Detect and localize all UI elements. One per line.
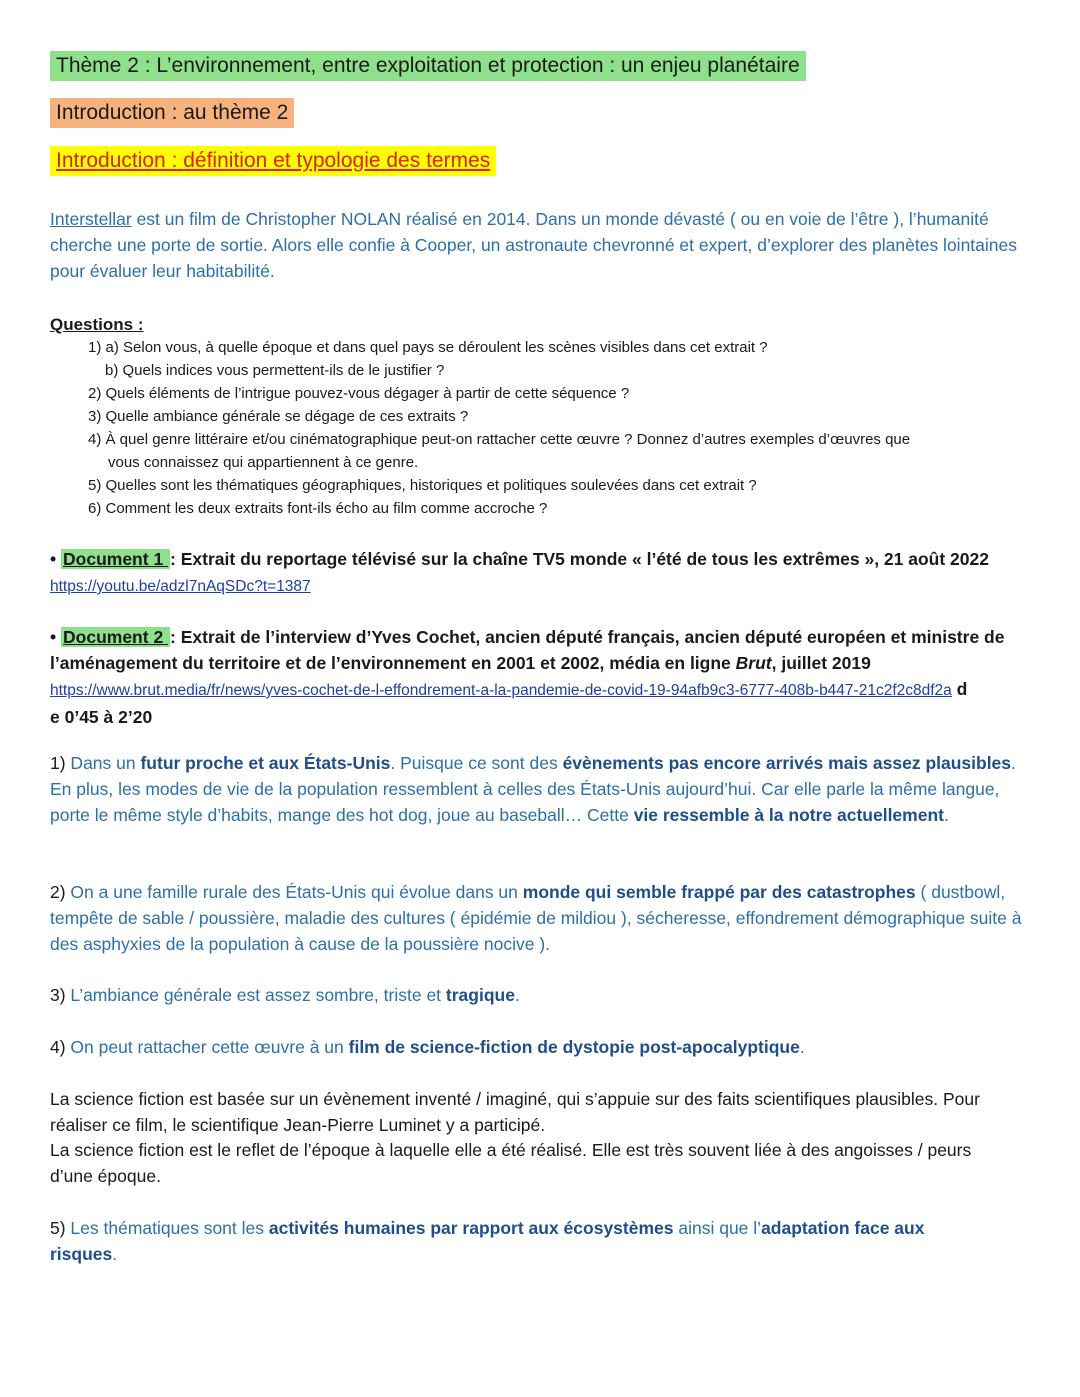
answer-text: . En plus, les modes de vie de la population ressemblent à celles des États-Unis aujourd’hui. Car elle parle la même langue, porte le même style d’habits, mange des hot dog, joue au baseball… Cette bbox=[50, 753, 1016, 825]
document-2-url-line bbox=[50, 676, 970, 730]
bullet: • bbox=[50, 549, 57, 569]
answer-3 bbox=[50, 982, 1040, 1008]
document-1-label: Document 1 bbox=[63, 549, 169, 569]
document-2-media: Brut bbox=[735, 653, 772, 673]
answer-keyword: tragique bbox=[445, 985, 515, 1005]
theme-heading-row bbox=[50, 51, 1040, 81]
questions-section bbox=[50, 315, 1040, 520]
question-item: 6) Comment les deux extraits font-ils écho au film comme accroche ? bbox=[88, 500, 548, 517]
science-fiction-paragraph-2: La science fiction est le reflet de l’époque à laquelle elle a été réalisé. Elle est très souvent liée à des angoisses / peurs d’une époque. bbox=[50, 1140, 972, 1186]
question-item: 3) Quelle ambiance générale se dégage de ces extraits ? bbox=[88, 408, 469, 425]
answer-text: . bbox=[112, 1244, 118, 1264]
intro-theme-row bbox=[50, 98, 1040, 128]
answer-text: On a une famille rurale des États-Unis qui évolue dans un bbox=[65, 882, 523, 902]
answer-keyword: film de science-fiction de dystopie post-apocalyptique bbox=[348, 1037, 800, 1057]
answer-1 bbox=[50, 750, 1030, 828]
question-item: b) Quels indices vous permettent-ils de le justifier ? bbox=[105, 362, 445, 379]
answer-number: 2) bbox=[50, 882, 66, 902]
interstellar-link[interactable]: Interstellar bbox=[50, 209, 132, 229]
answer-number: 4) bbox=[50, 1037, 66, 1057]
questions-list bbox=[50, 336, 1040, 520]
bullet: • bbox=[50, 627, 57, 647]
question-item: 1) a) Selon vous, à quelle époque et dans quel pays se déroulent les scènes visibles dans cet extrait ? bbox=[88, 339, 768, 356]
answer-keyword: futur proche et aux États-Unis bbox=[140, 753, 391, 773]
document-1-link[interactable]: https://youtu.be/adzl7nAqSDc?t=1387 bbox=[50, 578, 311, 595]
answer-text: . bbox=[943, 805, 949, 825]
answer-text: Les thématiques sont les bbox=[65, 1218, 269, 1238]
document-2-link[interactable]: https://www.brut.media/fr/news/yves-cochet-de-l-effondrement-a-la-pandemie-de-covid-19-94afb9c3-6777-408b-b447-21c2f2c8df2a bbox=[50, 682, 952, 699]
answer-text: On peut rattacher cette œuvre à un bbox=[65, 1037, 349, 1057]
document-1-text: : Extrait du reportage télévisé sur la chaîne TV5 monde « l’été de tous les extrêmes », 21 août 2022 bbox=[170, 549, 989, 569]
answer-number: 3) bbox=[50, 985, 66, 1005]
answer-4 bbox=[50, 1034, 1040, 1060]
science-fiction-paragraph-1: La science fiction est basée sur un évènement inventé / imaginé, qui s’appuie sur des faits scientifiques plausibles. Pour réaliser ce film, le scientifique Jean-Pierre Luminet y a participé. bbox=[50, 1089, 980, 1135]
question-item: 5) Quelles sont les thématiques géographiques, historiques et politiques soulevées dans cet extrait ? bbox=[88, 477, 757, 494]
intro-theme-heading: Introduction : au thème 2 bbox=[50, 98, 294, 128]
question-item: 2) Quels éléments de l’intrigue pouvez-vous dégager à partir de cette séquence ? bbox=[88, 385, 630, 402]
answer-keyword: évènements pas encore arrivés mais assez plausibles bbox=[562, 753, 1012, 773]
document-2-text-b: , juillet 2019 bbox=[771, 653, 871, 673]
answer-text: L’ambiance générale est assez sombre, triste et bbox=[65, 985, 446, 1005]
answer-5 bbox=[50, 1215, 995, 1267]
document-2-label: Document 2 bbox=[63, 627, 169, 647]
answer-number: 1) bbox=[50, 753, 66, 773]
document-2-desc bbox=[50, 624, 1040, 676]
answer-2 bbox=[50, 879, 1035, 957]
answer-keyword: vie ressemble à la notre actuellement bbox=[633, 805, 944, 825]
question-item: vous connaissez qui appartiennent à ce genre. bbox=[108, 454, 419, 471]
answer-number: 5) bbox=[50, 1218, 66, 1238]
document-2-text-a: : Extrait de l’interview d’Yves Cochet, ancien député français, ancien député européen et ministre de l’aménagement du territoire et de l’environnement en 2001 et 2002, média en ligne bbox=[50, 627, 1005, 673]
answer-keyword: activités humaines par rapport aux écosystèmes bbox=[268, 1218, 674, 1238]
answer-text: ( dustbowl, tempête de sable / poussière, maladie des cultures ( épidémie de mildiou ), sécheresse, effondrement démographique suite à des asphyxies de la population à cause de la poussière nocive ). bbox=[50, 882, 1022, 954]
answer-text: . Puisque ce sont des bbox=[390, 753, 563, 773]
document-2 bbox=[50, 624, 1040, 730]
questions-title: Questions : bbox=[50, 315, 144, 334]
document-1 bbox=[50, 546, 1040, 600]
answer-keyword: monde qui semble frappé par des catastrophes bbox=[522, 882, 916, 902]
intro-def-row bbox=[50, 146, 1040, 176]
intro-paragraph bbox=[50, 206, 1040, 284]
answer-text: ainsi que l’ bbox=[673, 1218, 762, 1238]
answer-text: . bbox=[799, 1037, 805, 1057]
answer-keyword: adaptation face aux risques bbox=[50, 1218, 925, 1264]
document-2-time: de 0’45 à 2’20 bbox=[50, 679, 968, 727]
theme-heading: Thème 2 : L’environnement, entre exploitation et protection : un enjeu planétaire bbox=[50, 51, 806, 81]
intro-definition-heading: Introduction : définition et typologie des termes bbox=[50, 146, 496, 176]
answer-text: . bbox=[514, 985, 520, 1005]
question-item: 4) À quel genre littéraire et/ou cinématographique peut-on rattacher cette œuvre ? Donnez d’autres exemples d’œuvres que bbox=[88, 431, 911, 448]
answer-text: Dans un bbox=[65, 753, 141, 773]
intro-text: est un film de Christopher NOLAN réalisé en 2014. Dans un monde dévasté ( ou en voie de l’être ), l’humanité cherche une porte de sortie. Alors elle confie à Cooper, un astronaute chevronné et expert, d’explorer des planètes lointaines pour évaluer leur habitabilité. bbox=[50, 209, 1017, 281]
